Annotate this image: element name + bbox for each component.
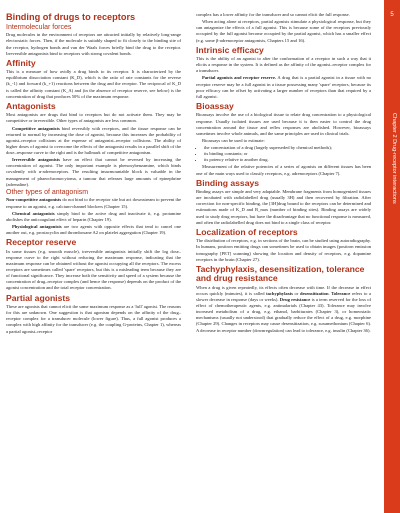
heading-antagonists: Antagonists xyxy=(6,100,56,111)
text-competitive: bind reversibly with receptors, and the tissue response can be returned to normal by increasing the dose of agonist, because this increases the probability of agonist–receptor collisions at the expense of antagonist–receptor collisions. The ability of higher doses of agonist to overcome the effects of the antagonist results in a parallel shift of the dose–response curve to the right and is the hallmark of competitive antagonism. xyxy=(6,125,181,156)
term-chemical: Chemical antagonists xyxy=(12,210,55,216)
term-tachyphylaxis: tachyphylaxis xyxy=(266,290,293,296)
term-physiological: Physiological antagonists xyxy=(12,223,62,229)
term-desensitization: desensitization xyxy=(299,290,329,296)
para-other-1 xyxy=(6,197,181,209)
text-noncompetitive: do not bind to the receptor site but act downstream to prevent the response to an agonist, e.g. calcium-channel blockers (Chapter 15). xyxy=(6,197,181,209)
para-tachyphylaxis xyxy=(196,285,371,334)
para-affinity: This is a measure of how avidly a drug binds to its receptor. It is characterized by the equilibrium dissociation constant (K_D), which is the ratio of rate constants for the reverse (k_-1) and forward (k_+1) reactions between the drug and the receptor. The reciprocal of K_D is called the affinity constant (K_A) and (in the absence of receptor reserve, see below) is the concentration of drug that produces 50% of the maximum response. xyxy=(6,69,181,99)
heading-intrinsic-efficacy: Intrinsic efficacy xyxy=(196,44,264,55)
term-partial-reserve: Partial agonists and receptor reserve. xyxy=(202,75,277,81)
para-antagonists-2 xyxy=(6,126,181,157)
bioassay-list xyxy=(196,145,371,163)
chapter-sidebar xyxy=(384,0,400,513)
page-number: 5 xyxy=(390,12,394,18)
text-tachy-f: is a term reserved for the loss of effect of chemotherapeutic agents, e.g. antimalarials (Chapter 43). Tolerance may involve increased metabolism of a drug, e.g. ethanol, barbiturates (Chapter 3), or homeostatic mechanisms (usually not understood) that gradually reduce the effect of a drug, e.g. morphine (Chapter 29). Changes in receptors may cause desensitization, e.g. suxamethonium (Chapter 6). A decrease in receptor number (downregulation) can lead to tolerance, e.g. insulin (Chapter 36). xyxy=(196,296,371,333)
text-chemical: simply bind to the active drug and inactivate it, e.g. protamine abolishes the anticoagulant effect of heparin (Chapter 19). xyxy=(6,210,181,222)
text-tachy-c: or xyxy=(292,290,300,296)
left-column xyxy=(6,12,181,336)
text-physiological: are two agents with opposite effects that tend to cancel one another out, e.g. prostacyclin and thromboxane A2 on platelet aggregation (Chapter 19). xyxy=(6,223,181,236)
term-tolerance: Tolerance xyxy=(331,290,351,296)
para-bioassay-1: Bioassays involve the use of a biological tissue to relate drug concentration to a physiological response. Usually isolated tissues are used because it is then easier to control the drug concentration around the tissue and reflex responses are abolished. However, bioassays sometimes involve whole animals, and the same principles are used in clinical trials. xyxy=(196,112,371,136)
list-item: • its potency relative to another drug. xyxy=(204,157,371,163)
para-efficacy-1: This is the ability of an agonist to alter the conformation of a receptor in such a way that it elicits a response in the system. It is defined as the affinity of the agonist–receptor complex for a transducer. xyxy=(196,56,371,74)
chapter-title: Chapter 2 Drug-receptor interactions xyxy=(391,113,397,204)
para-receptor-reserve: In some tissues (e.g. smooth muscle), irreversible antagonists initially shift the log dose–response curve to the right without reducing the maximum response, indicating that the maximum response can be obtained without the agonist occupying all the receptors. The excess receptors are sometimes called 'spare' receptors, but this is a misleading term because they are of functional significance. They increase both the sensitivity and speed of a system because the concentration of drug–receptor complex (and hence the response) depends on the product of the agonist concentration and the total receptor concentration. xyxy=(6,248,181,291)
subheading-intermolecular: Intermolecular forces xyxy=(6,23,72,31)
para-continued: complex has a lower affinity for the transducer and so cannot elicit the full response. xyxy=(196,12,350,17)
para-antagonists-3 xyxy=(6,157,181,188)
term-noncompetitive: Non-competitive antagonists xyxy=(6,197,62,203)
para-partial-agonists: These are agonists that cannot elicit the same maximum response as a 'full' agonist. The reasons for this are unknown. One suggestion is that agonism depends on the affinity of the drug–receptor complex for a transducer molecule (lower figure). Thus, a full agonist produces a complex with high affinity for the transducer (e.g. the coupling G-proteins, Chapter 1), whereas a partial agonist–receptor xyxy=(6,304,181,334)
heading-bioassay: Bioassay xyxy=(196,100,234,111)
list-item: • the concentration of a drug (largely superseded by chemical methods); xyxy=(204,145,371,151)
heading-partial-agonists: Partial agonists xyxy=(6,292,70,303)
list-item: • its binding constants; or xyxy=(204,151,371,157)
heading-receptor-reserve: Receptor reserve xyxy=(6,237,77,248)
text-partial-reserve: A drug that is a partial agonist in a tissue with no receptor reserve may be a full agonist in a tissue possessing many 'spare' receptors, because its poor efficacy can be offset by activating a larger number of receptors than that required by a full agonist. xyxy=(196,75,372,99)
subheading-other-antagonism: Other types of antagonism xyxy=(6,188,89,196)
para-binding-assays: Binding assays are simple and very adaptable. Membrane fragments from homogenized tissues are incubated with radiolabelled drug (usually 3H) and then recovered by filtration. After correction for non-specific binding, the [3H]drug bound to the receptors can be determined and estimations made of K_D and B_max (number of binding sites). Binding assays are widely used to study drug receptors, but have the disadvantage that no functional response is measured, and often the radiolabelled drug does not bind to a single class of receptor. xyxy=(196,189,371,225)
heading-tachyphylaxis: Tachyphylaxis, desensitization, tolerance and drug resistance xyxy=(196,263,365,284)
para-antagonists-1: Most antagonists are drugs that bind to receptors but do not activate them. They may be competitive or irreversible. Other types of antagonists are less common. xyxy=(6,112,181,124)
text-tachy-a: When a drug is given repeatedly, its effects often decrease with time. If the decrease in effect occurs quickly (minutes), it is called xyxy=(196,284,371,296)
para-bioassay-2: Bioassays can be used to estimate: xyxy=(202,137,265,143)
text-tachy-e: refers to a slower decrease in response (days or weeks). xyxy=(196,290,371,302)
para-intermolecular: Drug molecules in the environment of receptors are attracted initially by relatively long-range electrostatic forces. Then, if the molecule is suitably shaped to fit closely to the binding site of the receptor, hydrogen bonds and van der Waals forces briefly bind the drug to the receptor. Irreversible antagonists bind to receptors with strong covalent bonds. xyxy=(6,32,181,56)
heading-binding: Binding of drugs to receptors xyxy=(6,12,136,22)
term-irreversible: Irreversible antagonists xyxy=(12,157,60,163)
term-competitive: Competitive antagonists xyxy=(12,125,60,131)
para-continued-2: When acting alone at receptors, partial agonists stimulate a physiological response, but they can antagonize the effects of a full agonist. This is because some of the receptors previously occupied by the full agonist become occupied by the partial agonist, which has a smaller effect (e.g. some β-adrenoceptor antagonists, Chapters 15 and 16). xyxy=(196,19,371,43)
heading-localization: Localization of receptors xyxy=(196,226,298,237)
para-localization: The distribution of receptors, e.g. in sections of the brain, can be studied using autoradiography. In humans, positron emitting drugs can sometimes be used to obtain images (positron emission tomography [PET] scanning) showing the location and density of receptors, e.g. dopamine receptors in the brain (Chapter 27). xyxy=(196,238,371,262)
heading-affinity: Affinity xyxy=(6,57,36,68)
term-drug-resistance: Drug resistance xyxy=(279,296,311,302)
para-other-2 xyxy=(6,211,181,223)
para-bioassay-3: Measurement of the relative potencies of a series of agonists on different tissues has been one of the main ways used to classify receptors, e.g. adrenoceptors (Chapter 7). xyxy=(196,164,371,176)
text-tachy-d: . xyxy=(328,290,332,296)
para-efficacy-2 xyxy=(196,75,371,100)
heading-binding-assays: Binding assays xyxy=(196,177,260,188)
right-column xyxy=(196,12,371,335)
para-other-3 xyxy=(6,224,181,236)
text-irreversible: have an effect that cannot be reversed by increasing the concentration of agonist. The only important example is phenoxybenzamine, which binds covalently with α-adrenoceptors. The resulting insurmountable block is valuable in the management of phaeochromocytoma, a tumour that releases large amounts of epinephrine (adrenaline). xyxy=(6,157,182,187)
